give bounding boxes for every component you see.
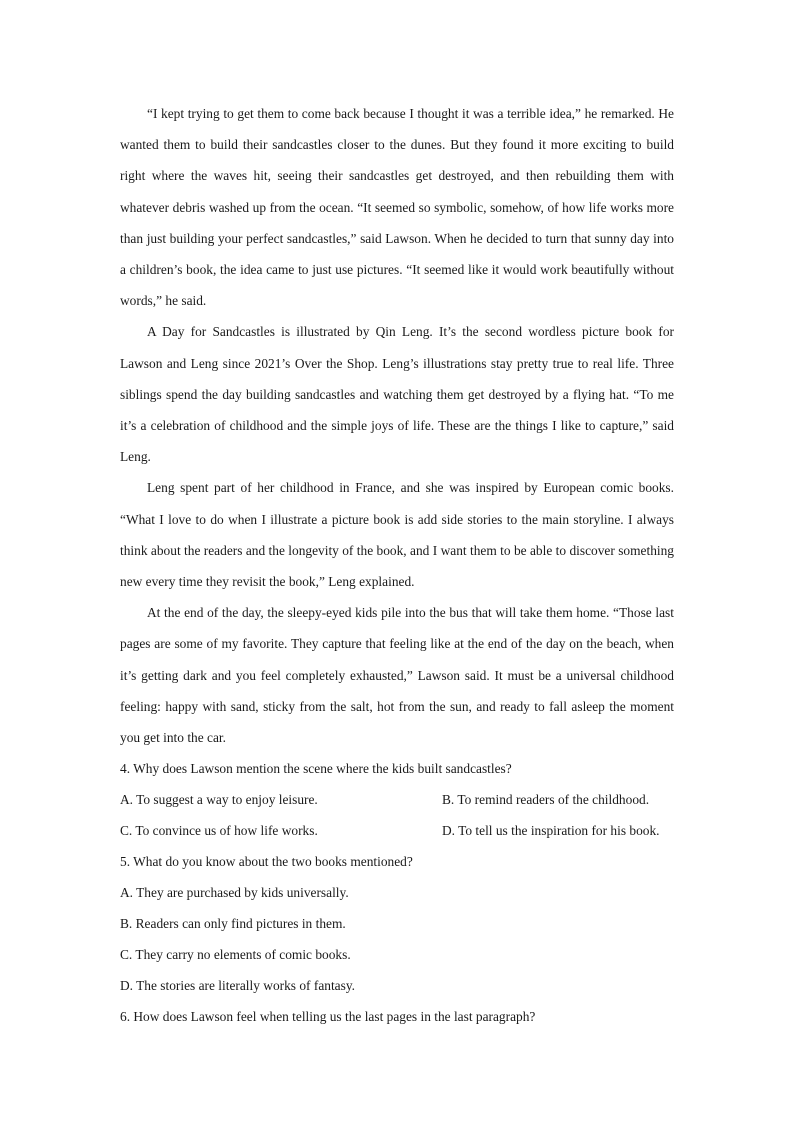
question-5-option-c: C. They carry no elements of comic books. <box>120 947 351 963</box>
passage-paragraph-3: Leng spent part of her childhood in France, and she was inspired by European comic books. “What I love to do when I illustrate a picture book is add side stories to the main storyline. I always think about the readers and the longevity of the book, and I want them to be able to discover something new every time they revisit the book,” Leng explained. <box>120 480 674 590</box>
question-4-option-d: D. To tell us the inspiration for his book. <box>442 823 660 839</box>
question-4-options-row-1 <box>120 784 674 815</box>
document-body <box>120 98 674 1032</box>
question-6-stem: 6. How does Lawson feel when telling us the last pages in the last paragraph? <box>120 1009 536 1025</box>
question-4-option-b: B. To remind readers of the childhood. <box>442 792 650 808</box>
question-4-options-row-2 <box>120 815 674 846</box>
question-5-option-b: B. Readers can only find pictures in them. <box>120 916 346 932</box>
question-5-option-a: A. They are purchased by kids universally. <box>120 885 349 901</box>
passage-paragraph-1: “I kept trying to get them to come back because I thought it was a terrible idea,” he remarked. He wanted them to build their sandcastles closer to the dunes. But they found it more exciting to build right where the waves hit, seeing their sandcastles get destroyed, and then rebuilding them with whatever debris washed up from the ocean. “It seemed so symbolic, somehow, of how life works more than just building your perfect sandcastles,” said Lawson. When he decided to turn that sunny day into a children’s book, the idea came to just use pictures. “It seemed like it would work beautifully without words,” he said. <box>120 106 674 309</box>
passage-paragraph-2: A Day for Sandcastles is illustrated by Qin Leng. It’s the second wordless picture book for Lawson and Leng since 2021’s Over the Shop. Leng’s illustrations stay pretty true to real life. Three siblings spend the day building sandcastles and watching them get destroyed by a flying hat. “To me it’s a celebration of childhood and the simple joys of life. These are the things I like to capture,” said Leng. <box>120 324 674 465</box>
question-5-option-d: D. The stories are literally works of fantasy. <box>120 978 356 994</box>
question-4-option-a: A. To suggest a way to enjoy leisure. <box>120 792 318 808</box>
question-4-stem: 4. Why does Lawson mention the scene where the kids built sandcastles? <box>120 761 512 777</box>
question-5-stem: 5. What do you know about the two books mentioned? <box>120 854 413 870</box>
question-4-option-c: C. To convince us of how life works. <box>120 823 318 839</box>
passage-paragraph-4: At the end of the day, the sleepy-eyed kids pile into the bus that will take them home. “Those last pages are some of my favorite. They capture that feeling like at the end of the day on the beach, when it’s getting dark and you feel completely exhausted,” Lawson said. It must be a universal childhood feeling: happy with sand, sticky from the salt, hot from the sun, and ready to fall asleep the moment you get into the car. <box>120 605 674 746</box>
